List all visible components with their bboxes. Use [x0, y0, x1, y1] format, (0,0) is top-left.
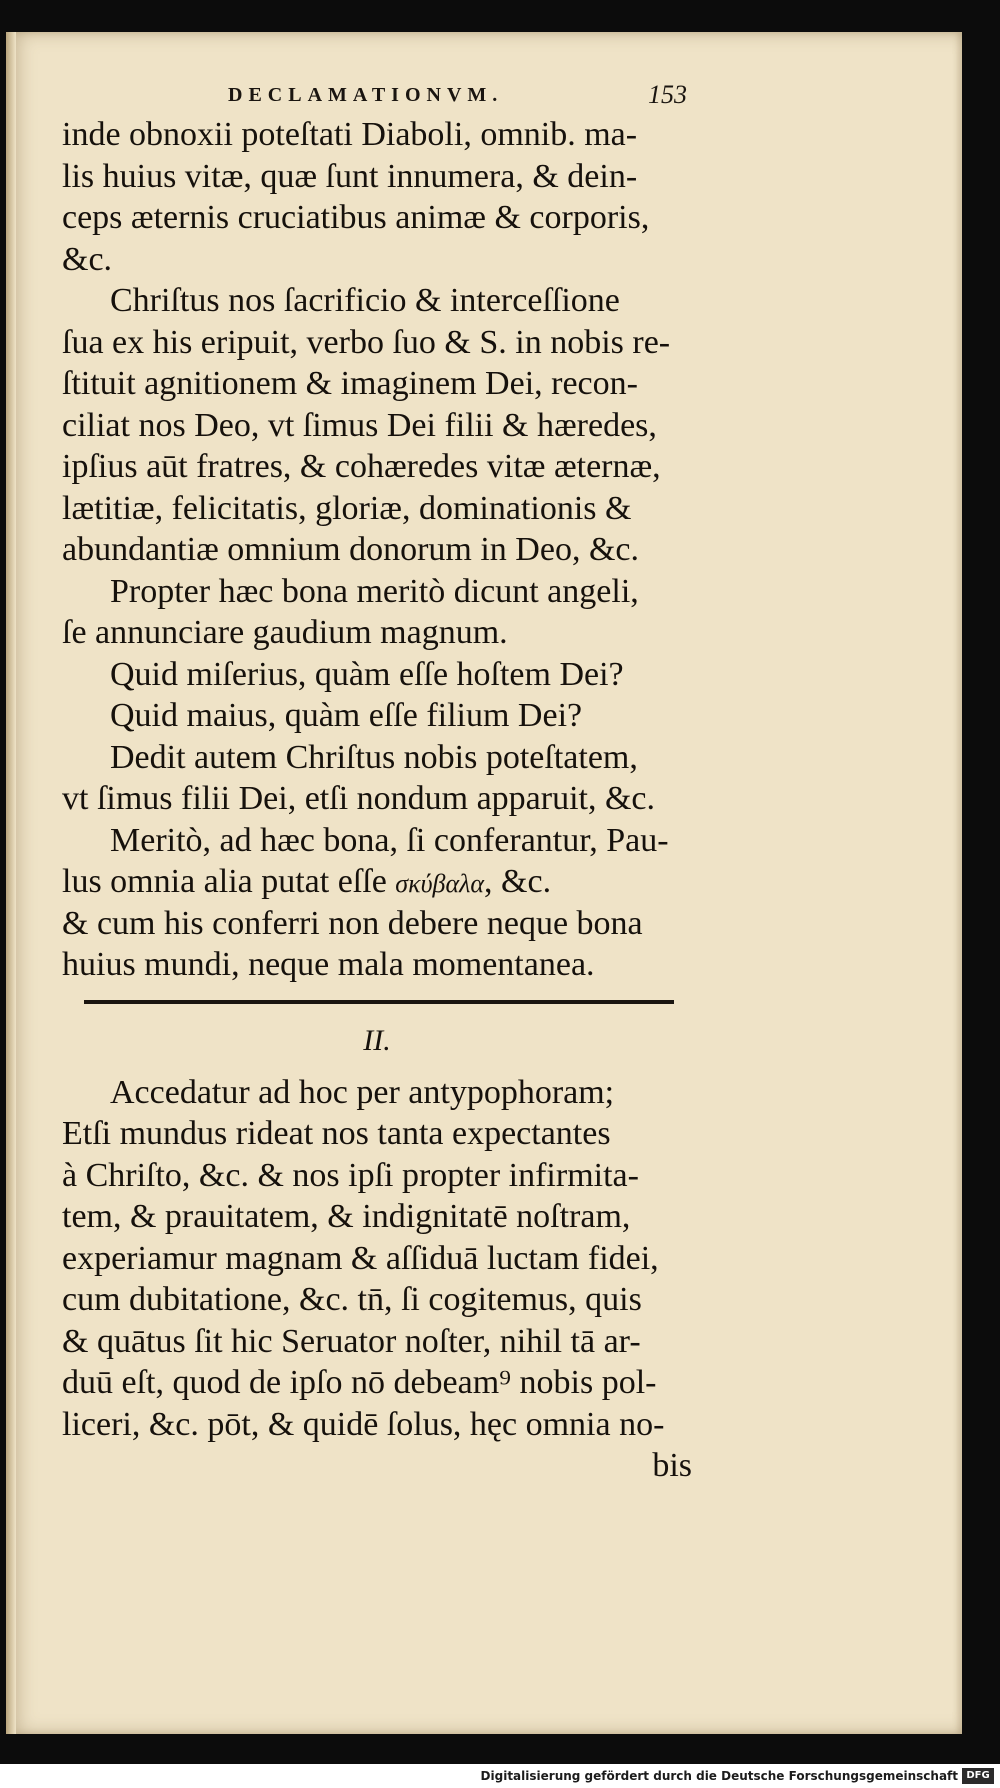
text-line: Dedit autem Chriſtus nobis poteſtatem, [110, 738, 638, 776]
text-line: Quid miſerius, quàm eſſe hoſtem Dei? [110, 655, 624, 693]
text-line: Quid maius, quàm eſſe filium Dei? [110, 697, 583, 734]
text-line: liceri, &c. pōt, & quidē ſolus, hęc omnia no- [62, 1405, 665, 1443]
text-line: ipſius aūt fratres, & cohæredes vitæ æternæ, [62, 448, 661, 485]
text-line: Accedatur ad hoc per antypophoram; [110, 1073, 615, 1111]
text-line: lis huius vitæ, quæ ſunt innumera, & dein- [62, 157, 638, 195]
page-gutter-shadow [6, 32, 16, 1734]
text-line: abundantiæ omnium donorum in Deo, &c. [62, 531, 639, 568]
text-line: tem, & prauitatem, & indignitatē noſtram, [62, 1198, 631, 1235]
text-line: ſe annunciare gaudium magnum. [62, 614, 508, 651]
text-line: duū eſt, quod de ipſo nō debeam⁹ nobis pol- [62, 1364, 657, 1401]
greek-word: σκύβαλα [395, 869, 485, 898]
digitization-footer [0, 1764, 1000, 1788]
text-line: huius mundi, neque mala momentanea. [62, 946, 595, 983]
text-line: &c. [62, 240, 113, 278]
text-line: & cum his conferri non debere neque bona [62, 904, 643, 942]
text-segment: lus omnia alia putat eſſe [62, 863, 396, 900]
catchword: bis [652, 1447, 692, 1484]
text-line: & quātus ſit hic Seruator noſter, nihil tā ar- [62, 1322, 641, 1360]
text-line: ciliat nos Deo, vt ſimus Dei filii & hæredes, [62, 406, 657, 444]
text-line: Propter hæc bona meritò dicunt angeli, [110, 572, 639, 610]
dfg-logo: DFG [962, 1768, 994, 1784]
text-line: ſtituit agnitionem & imaginem Dei, recon- [62, 365, 638, 402]
text-line: experiamur magnam & aſſiduā luctam fidei, [62, 1239, 659, 1277]
text-line: Chriſtus nos ſacrificio & interceſſione [110, 282, 620, 319]
page-header [0, 78, 1000, 118]
text-line: à Chriſto, &c. & nos ipſi propter infirmita- [62, 1156, 639, 1194]
text-line: ſua ex his eripuit, verbo ſuo & S. in nobis re- [62, 323, 671, 361]
text-line-with-greek [62, 861, 692, 903]
text-line: vt ſimus filii Dei, etſi nondum apparuit, &c. [62, 780, 656, 817]
text-line: inde obnoxii poteſtati Diaboli, omnib. ma- [62, 116, 638, 153]
text-line: Etſi mundus rideat nos tanta expectantes [62, 1115, 611, 1152]
text-segment: , &c. [484, 863, 552, 900]
text-line: cum dubitatione, &c. tn̄, ſi cogitemus, quis [62, 1281, 642, 1318]
running-head: DECLAMATIONVM. [228, 84, 504, 106]
page-text [62, 114, 692, 1487]
funding-credit: Digitalisierung gefördert durch die Deutsche Forschungsgemeinschaft [480, 1769, 958, 1783]
text-line: Meritò, ad hæc bona, ſi conferantur, Pau- [110, 821, 669, 859]
section-number: II. [363, 1023, 391, 1057]
text-line: lætitiæ, felicitatis, gloriæ, dominationis & [62, 489, 632, 527]
page-number: 153 [648, 80, 687, 109]
text-line: ceps æternis cruciatibus animæ & corporis, [62, 199, 650, 236]
